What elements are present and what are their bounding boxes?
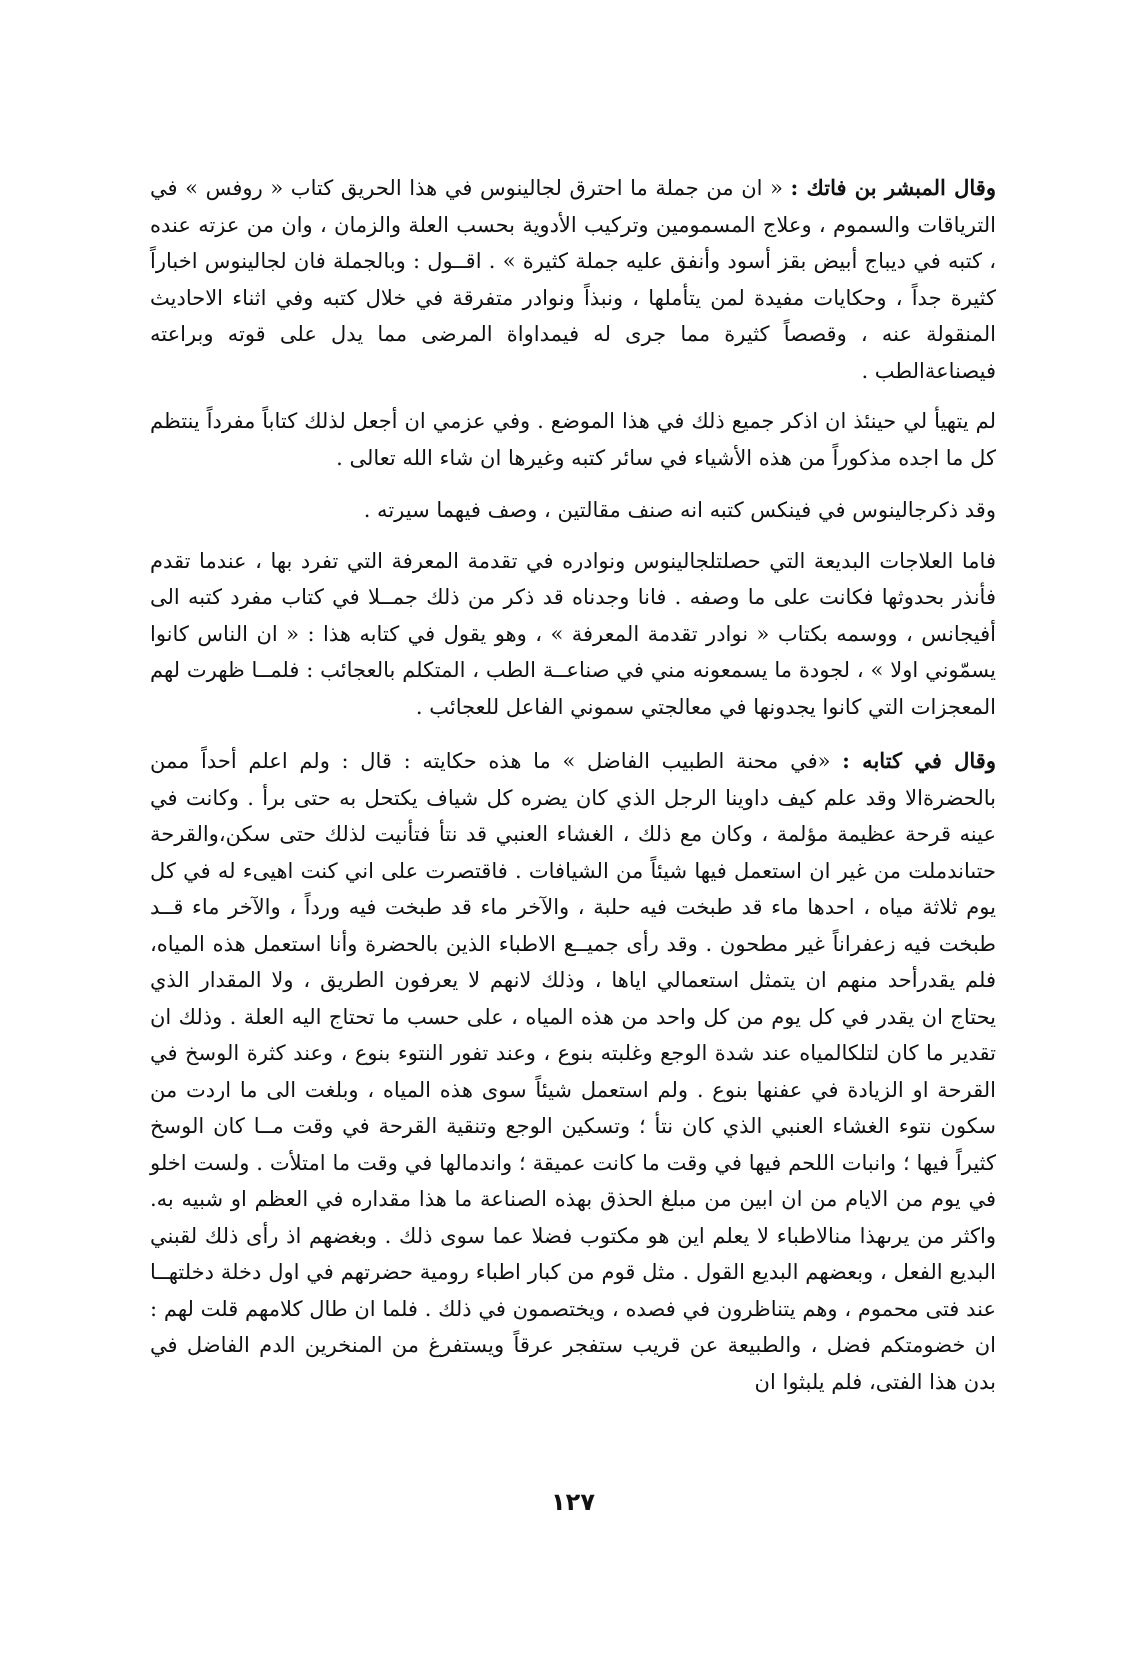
paragraph-1-text: « ان من جملة ما احترق لجالينوس في هذا الحريق كتاب « روفس » في الترياقات والسموم ، وعلاج المسمومين وتركيب الأدوية بحسب العلة والزمان ، وان من عزته عنده ، كتبه في ديباج أبيض بقز أسود وأنفق عليه جملة كثيرة » . اقــول : وبالجملة فان لجالينوس اخباراً كثيرة جداً ، وحكايات مفيدة لمن يتأملها ، ونبذاً ونوادر متفرقة في خلال كتبه وفي اثناء الاحاديث المنقولة عنه ، وقصصاً كثيرة مما جرى له فيمداواة المرضى مما يدل على قوته وبراعته فيصناعةالطب .: [150, 176, 996, 383]
page-number: ١٢٧: [551, 1488, 595, 1516]
paragraph-1-lead: وقال المبشر بن فاتك :: [790, 175, 996, 200]
paragraph-4: [150, 543, 996, 726]
paragraph-1: [150, 170, 996, 389]
paragraph-2-text: لم يتهيأ لي حينئذ ان اذكر جميع ذلك في هذا الموضع . وفي عزمي ان أجعل لذلك كتاباً مفرداً ينتظم كل ما اجده مذكوراً من هذه الأشياء في سائر كتبه وغيرها ان شاء الله تعالى .: [150, 409, 996, 470]
paragraph-4-text: فاما العلاجات البديعة التي حصلتلجالينوس ونوادره في تقدمة المعرفة التي تفرد بها ، عندما تقدم فأنذر بحدوثها فكانت على ما وصفه . فانا وجدناه قد ذكر من ذلك جمــلا في كتاب مفرد كتبه الى أفيجانس ، ووسمه بكتاب « نوادر تقدمة المعرفة » ، وهو يقول في كتابه هذا : « ان الناس كانوا يسمّوني اولا » ، لجودة ما يسمعونه مني في صناعــة الطب ، المتكلم بالعجائب : فلمــا ظهرت لهم المعجزات التي كانوا يجدونها في معالجتي سموني الفاعل للعجائب .: [150, 548, 996, 719]
paragraph-5: [150, 743, 996, 1400]
paragraph-2: [150, 403, 996, 476]
paragraph-5-lead: وقال في كتابه :: [842, 748, 996, 773]
paragraph-3: [150, 492, 996, 529]
paragraph-3-text: وقد ذكرجالينوس في فينكس كتبه انه صنف مقالتين ، وصف فيهما سيرته .: [363, 498, 996, 522]
paragraph-5-text: «في محنة الطبيب الفاضل » ما هذه حكايته : قال : ولم اعلم أحداً ممن بالحضرةالا وقد علم كيف داوينا الرجل الذي كان يضره كل شياف يكتحل به حتى برأ . وكانت في عينه قرحة عظيمة مؤلمة ، وكان مع ذلك ، الغشاء العنبي قد نتأ فتأنيت لذلك حتى سكن،والقرحة حتىاندملت من غير ان استعمل فيها شيئاً من الشيافات . فاقتصرت على اني كنت اهيىء له في كل يوم ثلاثة مياه ، احدها ماء قد طبخت فيه حلبة ، والآخر ماء قد طبخت فيه ورداً ، والآخر ماء قــد طبخت فيه زعفراناً غير مطحون . وقد رأى جميــع الاطباء الذين بالحضرة وأنا استعمل هذه المياه، فلم يقدرأحد منهم ان يتمثل استعمالي اياها ، وذلك لانهم لا يعرفون الطريق ، ولا المقدار الذي يحتاج ان يقدر في كل يوم من كل واحد من هذه المياه ، على حسب ما تحتاج اليه العلة . وذلك ان تقدير ما كان لتلكالمياه عند شدة الوجع وغلبته بنوع ، وعند تفور النتوء بنوع ، وعند كثرة الوسخ في القرحة او الزيادة في عفنها بنوع . ولم استعمل شيئاً سوى هذه المياه ، وبلغت الى ما اردت من سكون نتوء الغشاء العنبي الذي كان نتأ ؛ وتسكين الوجع وتنقية القرحة في وقت مــا كان الوسخ كثيراً فيها ؛ وانبات اللحم فيها في وقت ما كانت عميقة ؛ واندمالها في وقت ما امتلأت . ولست اخلو في يوم من الايام من ان ابين من مبلغ الحذق بهذه الصناعة ما هذا مقداره في العظم او شبيه به. واكثر من يرىهذا منالاطباء لا يعلم اين هو مكتوب فضلا عما سوى ذلك . وبغضهم اذ رأى ذلك لقبني البديع الفعل ، وبعضهم البديع القول . مثل قوم من كبار اطباء رومية حضرتهم في اول دخلة دخلتهــا عند فتى محموم ، وهم يتناظرون في فصده ، ويختصمون في ذلك . فلما ان طال كلامهم قلت لهم : ان خضومتكم فضل ، والطبيعة عن قريب ستفجر عرقاً ويستفرغ من المنخرين الدم الفاضل في بدن هذا الفتى، فلم يلبثوا ان: [150, 749, 996, 1394]
